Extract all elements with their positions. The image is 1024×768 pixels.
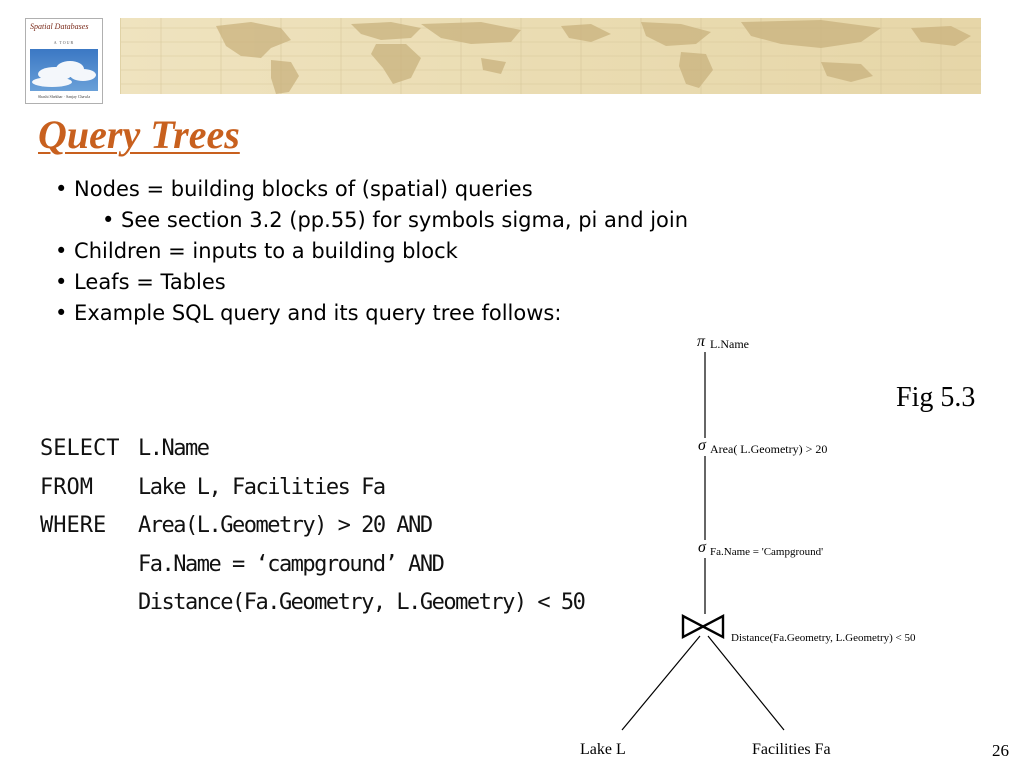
figure-label: Fig 5.3: [896, 382, 976, 413]
selection-name-label: Fa.Name = 'Campground': [710, 546, 824, 558]
sql-keyword-select: SELECT: [40, 436, 120, 461]
bullet-item: • Leafs = Tables: [55, 270, 226, 294]
join-bowtie-icon: [683, 616, 723, 637]
slide-title: Query Trees: [38, 112, 240, 157]
book-cover-authors: Shashi Shekhar · Sanjay Chawla: [37, 94, 91, 99]
selection-area-label: Area( L.Geometry) > 20: [710, 442, 828, 456]
sql-select-expr: L.Name: [138, 436, 209, 461]
projection-symbol: π: [697, 333, 706, 350]
leaf-lake: Lake L: [580, 741, 626, 758]
sql-condition-distance: Distance(Fa.Geometry, L.Geometry) < 50: [138, 590, 585, 615]
bullet-item: • Nodes = building blocks of (spatial) queries: [55, 177, 533, 201]
tree-edge: [622, 636, 700, 730]
book-cover-subtitle: A TOUR: [53, 40, 75, 45]
sql-keyword-where: WHERE: [40, 513, 107, 538]
selection-symbol: σ: [698, 437, 706, 454]
projection-label: L.Name: [710, 337, 749, 351]
book-cover-title: Spatial Databases: [30, 22, 89, 31]
page-number: 26: [992, 741, 1009, 760]
sql-condition-name: Fa.Name = ‘campground’ AND: [138, 551, 444, 577]
sql-from-expr: Lake L, Facilities Fa: [138, 474, 385, 500]
sql-keyword-from: FROM: [40, 474, 93, 500]
sub-bullet-item: • See section 3.2 (pp.55) for symbols sigma, pi and join: [102, 208, 689, 232]
bullet-item: • Example SQL query and its query tree follows:: [55, 301, 562, 325]
bullet-item: • Children = inputs to a building block: [55, 239, 458, 263]
join-label: Distance(Fa.Geometry, L.Geometry) < 50: [731, 632, 916, 644]
sql-where-expr: Area(L.Geometry) > 20 AND: [138, 513, 432, 538]
tree-edge: [708, 636, 784, 730]
leaf-facilities: Facilities Fa: [752, 741, 831, 758]
selection-symbol: σ: [698, 539, 706, 556]
